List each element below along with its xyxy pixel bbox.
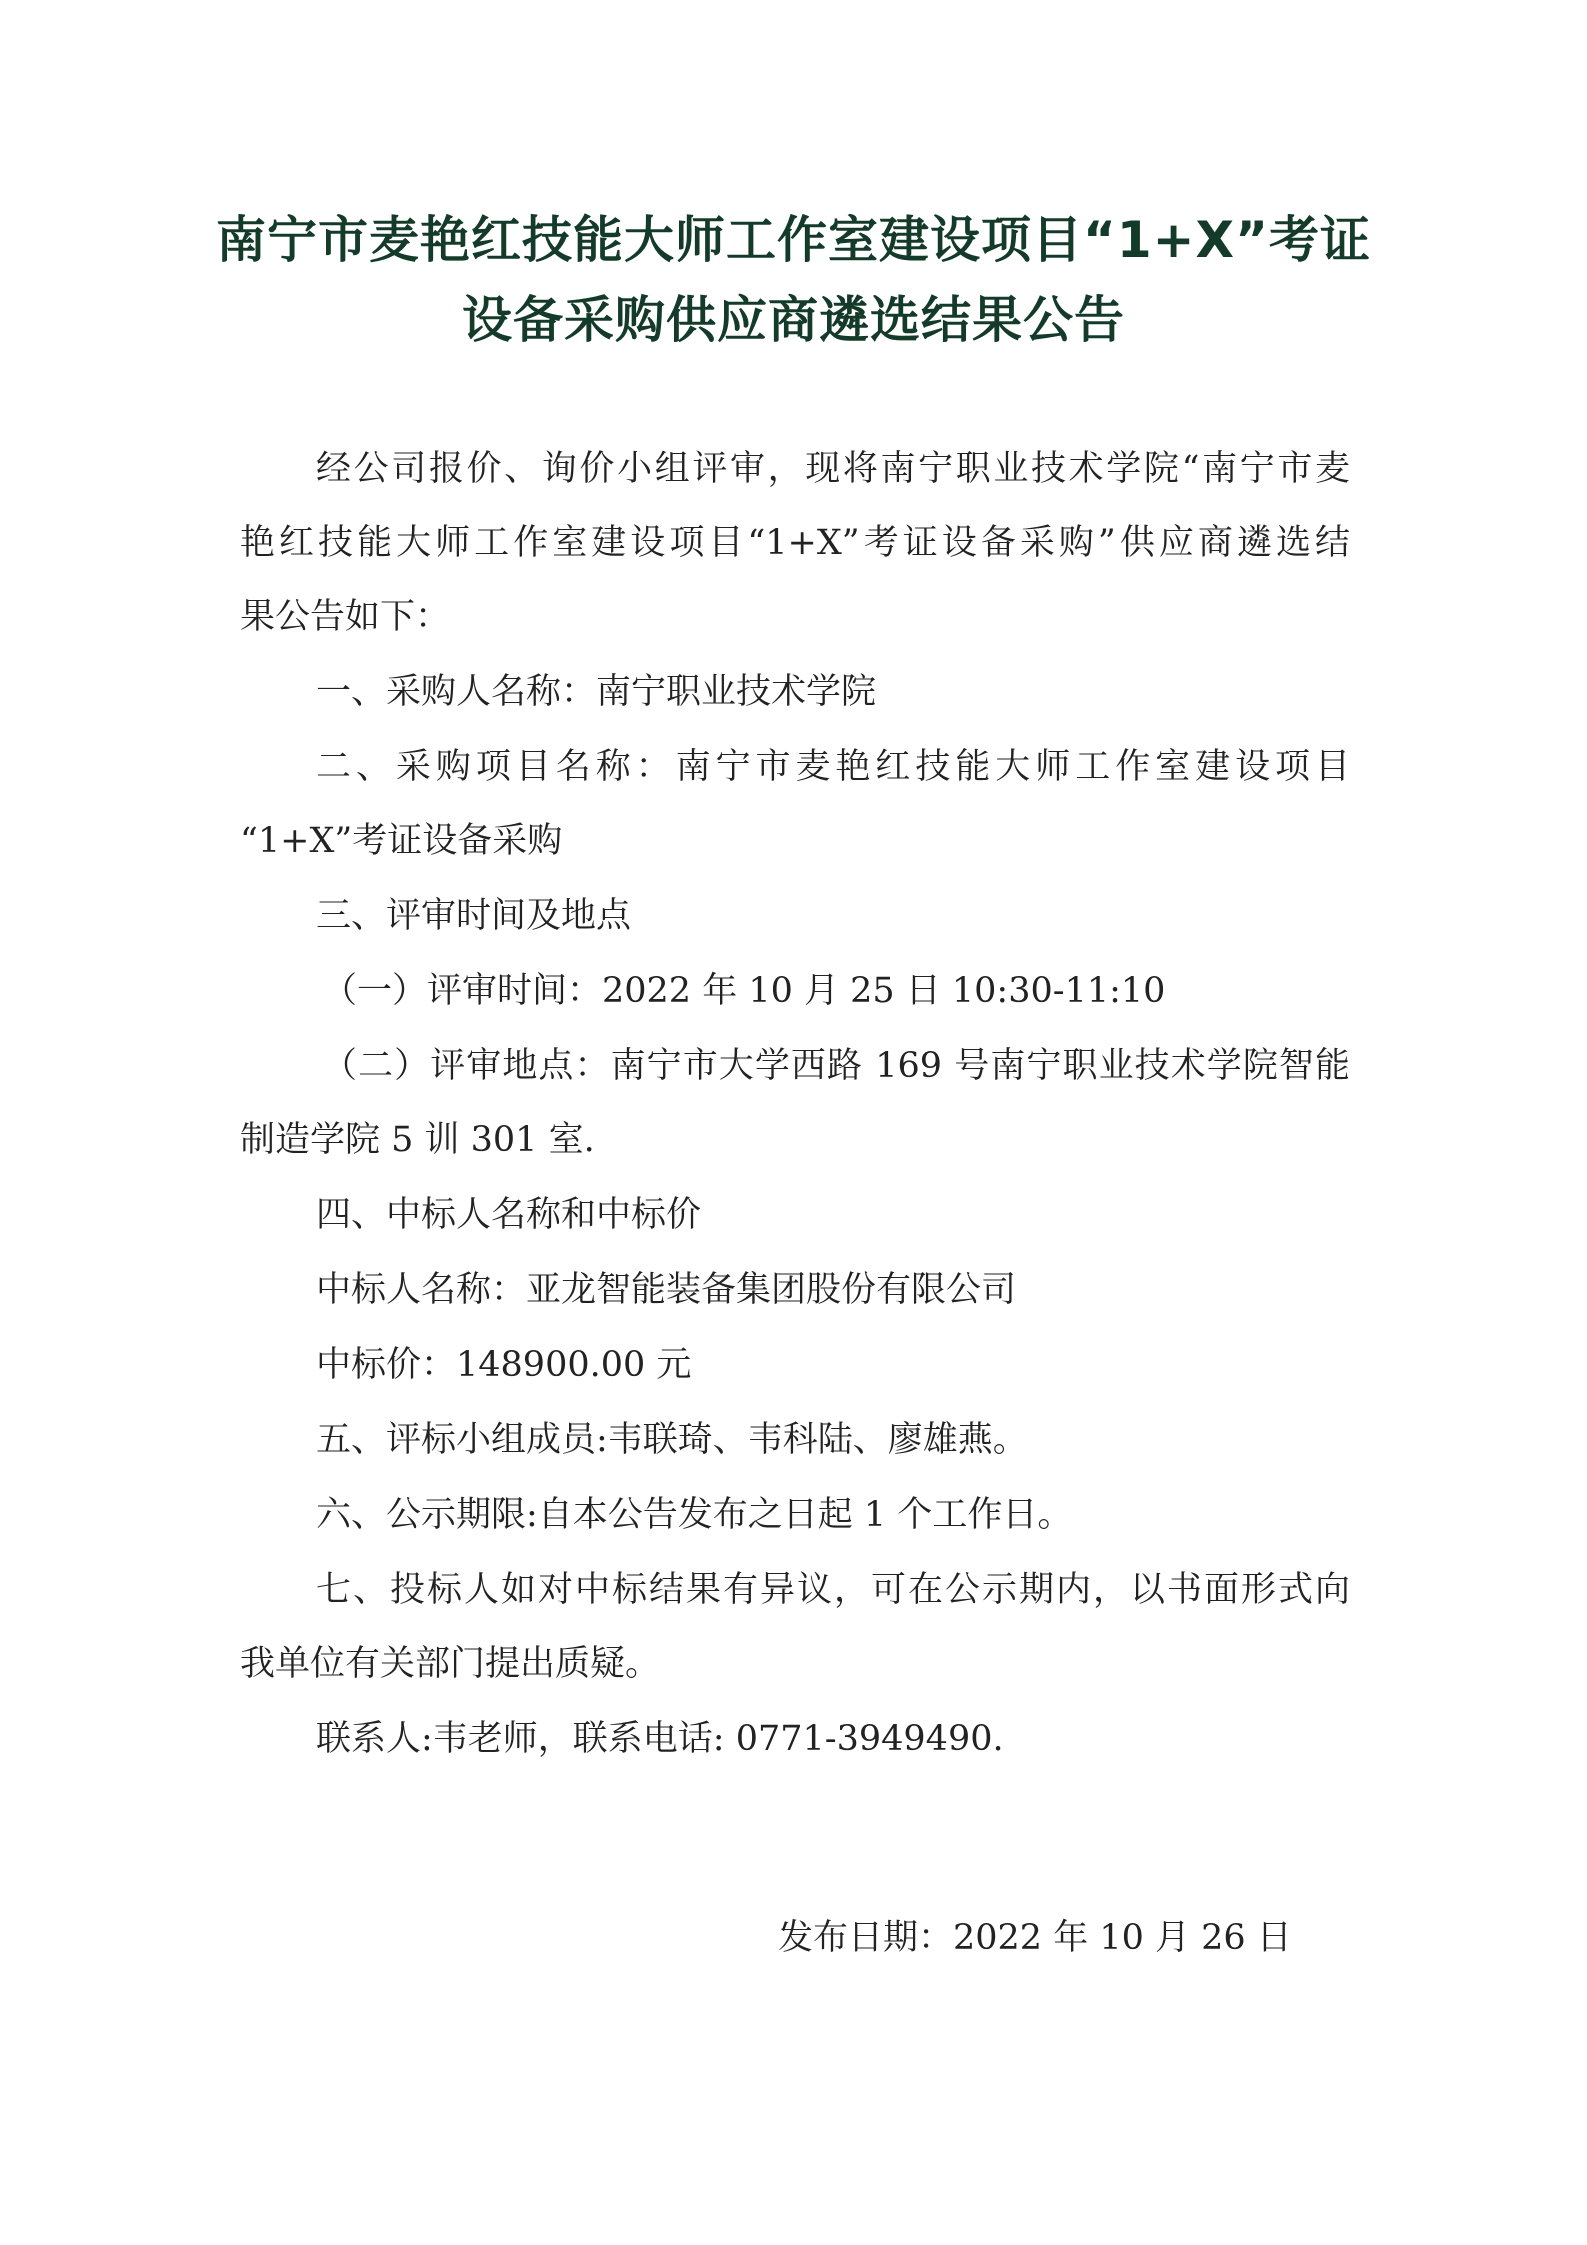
evaluation-members: 五、评标小组成员:韦联琦、韦科陆、廖雄燕。: [316, 1420, 1028, 1460]
document-title-line-1: 南宁市麦艳红技能大师工作室建设项目“1+X”考证: [216, 211, 1371, 269]
review-place-line-1: （二）评审地点：南宁市大学西路 169 号南宁职业技术学院智能: [322, 1046, 1350, 1086]
objection-notice-line-2: 我单位有关部门提出质疑。: [240, 1644, 661, 1684]
review-time: （一）评审时间：2022 年 10 月 25 日 10:30-11:10: [322, 971, 1166, 1011]
purchaser-name-item: 一、采购人名称：南宁职业技术学院: [316, 672, 877, 712]
objection-notice-line-1: 七、投标人如对中标结果有异议，可在公示期内，以书面形式向: [316, 1570, 1350, 1610]
intro-paragraph-line-1: 经公司报价、询价小组评审，现将南宁职业技术学院“南宁市麦: [316, 449, 1350, 489]
winner-name: 中标人名称：亚龙智能装备集团股份有限公司: [316, 1270, 1017, 1310]
review-time-place-heading: 三、评审时间及地点: [316, 896, 632, 936]
winning-price: 中标价：148900.00 元: [316, 1345, 692, 1385]
notice-period: 六、公示期限:自本公告发布之日起 1 个工作日。: [316, 1495, 1073, 1535]
contact-info: 联系人:韦老师，联系电话: 0771-3949490.: [316, 1719, 1004, 1759]
document-title-line-2: 设备采购供应商遴选结果公告: [462, 291, 1125, 349]
review-place-line-2: 制造学院 5 训 301 室.: [240, 1120, 595, 1160]
project-name-item-line-2: “1+X”考证设备采购: [240, 821, 563, 861]
intro-paragraph-line-3: 果公告如下：: [240, 597, 451, 637]
project-name-item-line-1: 二、采购项目名称：南宁市麦艳红技能大师工作室建设项目: [316, 747, 1350, 787]
publish-date: 发布日期：2022 年 10 月 26 日: [778, 1918, 1292, 1958]
winner-heading: 四、中标人名称和中标价: [316, 1195, 702, 1235]
intro-paragraph-line-2: 艳红技能大师工作室建设项目“1+X”考证设备采购”供应商遴选结: [240, 523, 1350, 563]
